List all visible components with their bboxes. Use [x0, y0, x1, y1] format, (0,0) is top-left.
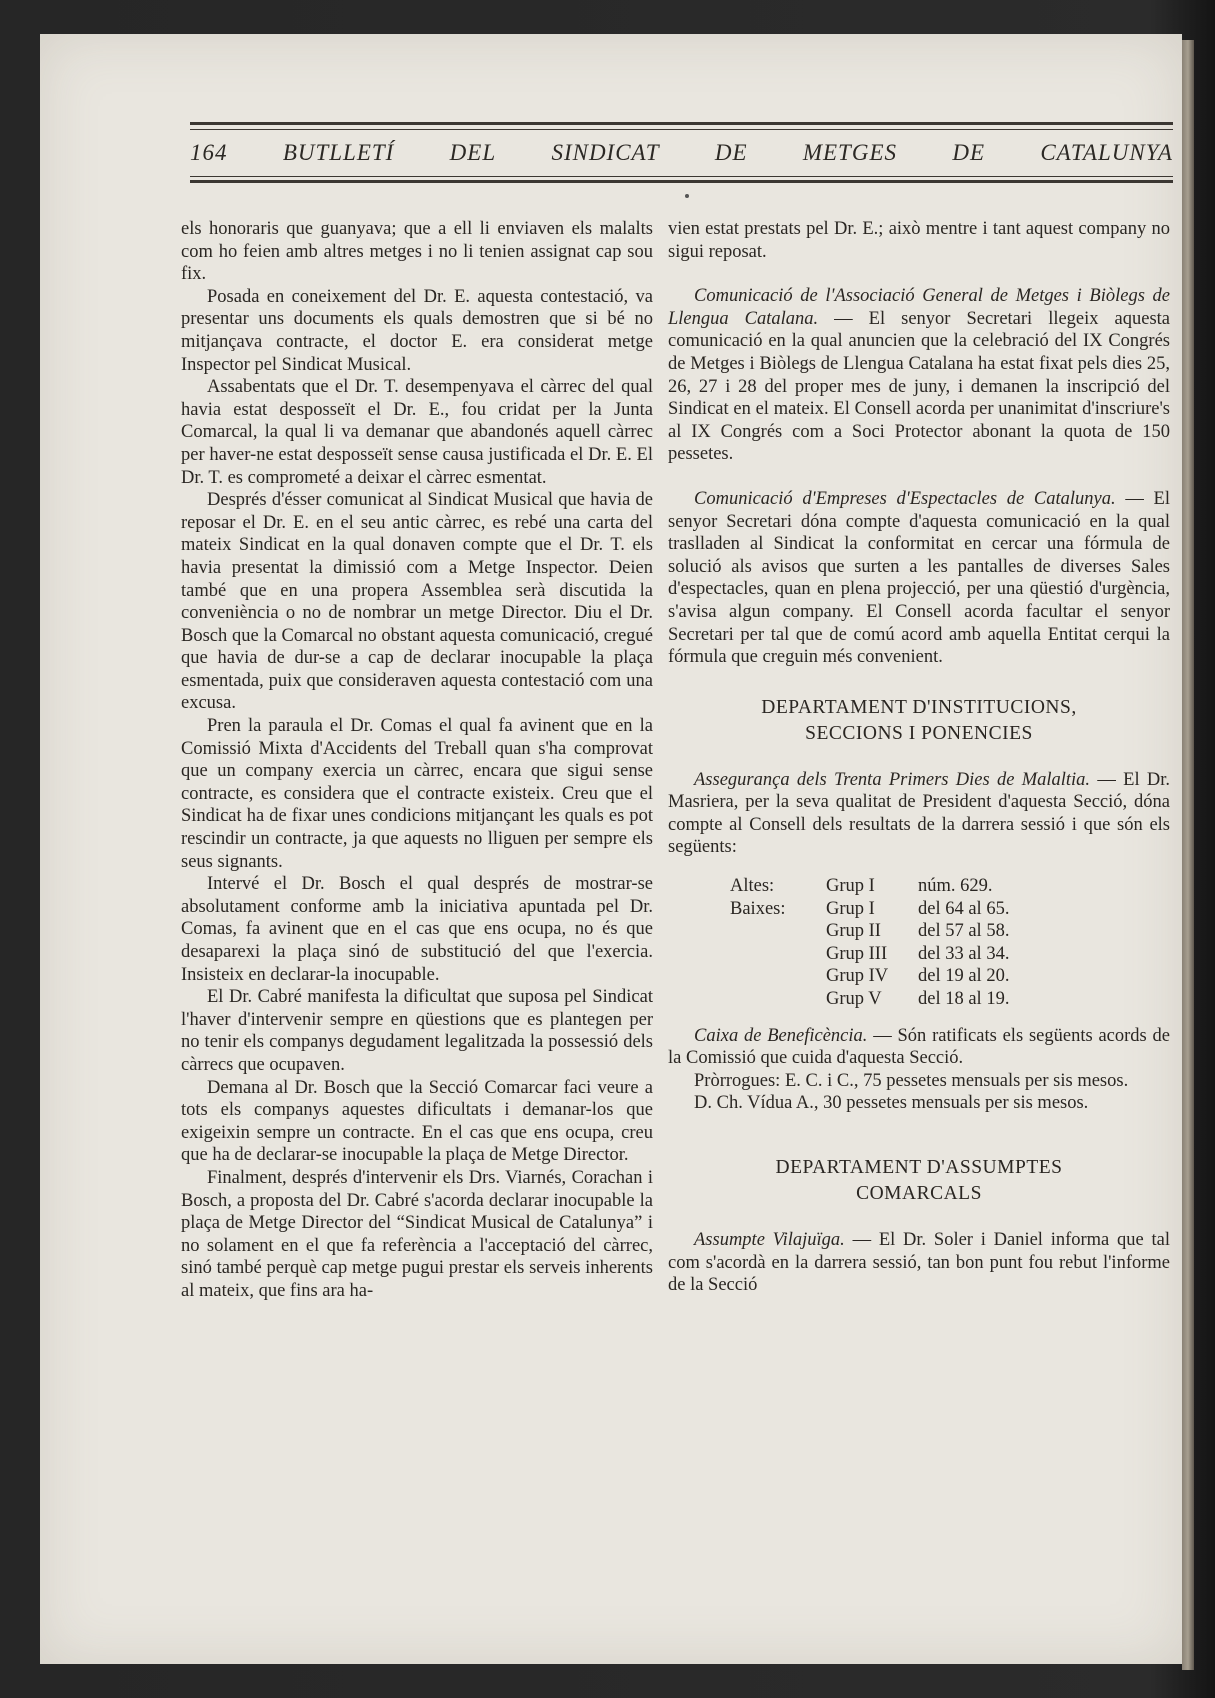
row-label: Altes:: [730, 876, 775, 897]
left-column: [181, 218, 653, 1303]
row-label: Baixes:: [730, 898, 786, 919]
paragraph: Assabentats que el Dr. T. desempenyava el càrrec del qual havia estat desposseït el Dr. E., fou cridat per la Junta Comarcal, la qual li va demanar que abandonés aquell càrrec per haver-ne estat desposseït sense causa justificada el Dr. E. El Dr. T. es comprometé a deixar el càrrec esmentat.: [181, 377, 653, 488]
header-word: DE: [952, 140, 985, 165]
paragraph: El Dr. Cabré manifesta la dificultat que suposa pel Sindicat l'haver d'intervenir sempre en qüestions que es plantegen per no tenir els companys degudament legalitzada la possessió dels càrrecs que ocupaven.: [181, 987, 653, 1075]
row-value: del 19 al 20.: [918, 966, 1010, 987]
row-group: Grup I: [826, 898, 875, 919]
header-rule-top-thin: [190, 129, 1173, 130]
heading-line: SECCIONS I PONENCIES: [805, 722, 1033, 744]
paragraph: D. Ch. Vídua A., 30 pessetes mensuals per sis mesos.: [694, 1093, 1089, 1114]
table-row: [730, 943, 1170, 966]
table-row: [730, 875, 1170, 898]
header-word: SINDICAT: [551, 140, 660, 165]
statistics-table: [730, 875, 1170, 1011]
header-word: BUTLLETÍ: [282, 140, 395, 165]
item-title: Assumpte Vilajuïga.: [694, 1230, 845, 1250]
item-title: Comunicació d'Empreses d'Espectacles de Catalunya.: [694, 488, 1116, 509]
header-word: METGES: [802, 140, 898, 165]
item-title: Comunicació de l'Associació General de Metges i Biòlegs de Llengua Catalana.: [668, 286, 1170, 329]
table-row: [730, 988, 1170, 1011]
paragraph: Pren la paraula el Dr. Comas el qual fa avinent que en la Comissió Mixta d'Accidents del Treball quan s'ha comprovat que un company exercia un càrrec, encara que sigui sense contracte, es considera que el contracte existeix. Creu que el Sindicat ha de fixar unes condicions mitjançant les quals es pot rescindir un contracte, ja que aquests no lliguen per sempre els seus signants.: [181, 716, 653, 872]
heading-line: DEPARTAMENT D'INSTITUCIONS,: [761, 696, 1077, 718]
running-header: [190, 140, 1173, 174]
section-item: [668, 285, 1170, 466]
item-title: Caixa de Beneficència.: [694, 1025, 868, 1046]
row-value: del 18 al 19.: [918, 989, 1010, 1010]
department-heading: [668, 1155, 1170, 1207]
table-row: [730, 965, 1170, 988]
document-page: [40, 34, 1182, 1664]
row-group: Grup III: [826, 943, 888, 964]
table-row: [730, 920, 1170, 943]
paragraph: vien estat prestats pel Dr. E.; això mentre i tant aquest company no sigui reposat.: [668, 219, 1170, 262]
heading-line: COMARCALS: [856, 1183, 982, 1204]
header-rule-bottom-thin: [190, 176, 1173, 177]
section-item: [668, 769, 1170, 859]
row-label: [730, 920, 826, 943]
department-heading: [668, 695, 1170, 747]
paragraph: Posada en coneixement del Dr. E. aquesta contestació, va presentar uns documents els quals demostren que si bé no mitjançava contracte, el doctor E. era considerat metge Inspector pel Sindicat Musical.: [181, 286, 653, 375]
header-word: DE: [714, 140, 748, 165]
paragraph: Finalment, després d'intervenir els Drs. Viarnés, Corachan i Bosch, a proposta del Dr. Cabré s'acorda declarar inocupable la plaça de Metge Director del “Sindicat Musical de Catalunya” i no solament en el que fa referència a l'acceptació del càrrec, sinó també perquè cap metge pugui prestar els serveis inherents al mateix, que fins ara ha-: [181, 1167, 653, 1301]
item-title: Assegurança dels Trenta Primers Dies de Malaltia.: [694, 769, 1091, 790]
paragraph: Després d'ésser comunicat al Sindicat Musical que havia de reposar el Dr. E. en el seu antic càrrec, es rebé una carta del mateix Sindicat en la qual donaven compte que el Dr. T. els havia presentat la dimissió com a Metge Inspector. Deien també que en una propera Assemblea serà discutida la conveniència o no de nombrar un metge Director. Diu el Dr. Bosch que la Comarcal no obstant aquesta comunicació, cregué que havia de dur-se a cap de declarar inocupable la plaça esmentada, puix que consideraven aquesta contestació com una excusa.: [181, 490, 653, 714]
row-label: [730, 965, 826, 988]
ink-speck: [685, 194, 689, 198]
row-label: [730, 988, 826, 1011]
table-row: [730, 898, 1170, 921]
row-value: núm. 629.: [918, 876, 993, 897]
item-text: — Són ratificats els següents acords de la Comissió que cuida d'aquesta Secció.: [668, 1025, 1170, 1069]
header-rule-top: [190, 122, 1173, 125]
item-text: — El Dr. Masriera, per la seva qualitat de President d'aquesta Secció, dóna compte al Consell dels resultats de la darrera sessió i que són els següents:: [668, 769, 1170, 858]
item-text: — El Dr. Soler i Daniel informa que tal com s'acordà en la darrera sessió, tan bon punt fou rebut l'informe de la Secció: [668, 1230, 1170, 1296]
header-word: DEL: [449, 140, 497, 165]
row-value: del 33 al 34.: [918, 943, 1010, 964]
header-rule-bottom: [190, 180, 1173, 183]
right-column: [668, 218, 1170, 1297]
row-value: del 57 al 58.: [918, 921, 1010, 942]
paragraph: Demana al Dr. Bosch que la Secció Comarcar faci veure a tots els companys aquestes dificultats i demanar-los que exigeixin sempre un contracte. En el cas que ens ocupa, creu que ha de declarar-se inocupable la plaça de Metge Director.: [181, 1077, 653, 1166]
paragraph: Pròrrogues: E. C. i C., 75 pessetes mensuals per sis mesos.: [694, 1070, 1129, 1091]
page-number: 164: [190, 140, 228, 165]
row-group: Grup I: [826, 876, 875, 897]
row-group: Grup V: [826, 989, 882, 1010]
row-label: [730, 943, 826, 966]
row-value: del 64 al 65.: [918, 898, 1010, 919]
row-group: Grup II: [826, 921, 881, 942]
adjacent-page-edge: [1182, 40, 1194, 1670]
section-item: [668, 1025, 1170, 1070]
section-item: [668, 488, 1170, 669]
paragraph: els honoraris que guanyava; que a ell li enviaven els malalts com ho feien amb altres metges i no li tenien assignat cap sou fix.: [181, 219, 653, 285]
heading-line: DEPARTAMENT D'ASSUMPTES: [775, 1157, 1063, 1178]
section-item: [668, 1229, 1170, 1297]
paragraph: Intervé el Dr. Bosch el qual després de mostrar-se absolutament conforme amb la iniciativa apuntada pel Dr. Comas, fa avinent que en el cas que ens ocupa, no és que desaparexi la plaça sinó de substitució del que l'exercia. Insisteix en declarar-la inocupable.: [181, 874, 653, 985]
header-word: CATALUNYA: [1040, 140, 1173, 165]
item-text: — El senyor Secretari dóna compte d'aquesta comunicació en la qual traslladen al Sindicat la conformitat en cercar una fórmula de solució als avisos que surten a les pantalles de diverses Sales d'espectacles, quan en plena projecció, per una qüestió d'urgència, s'avisa algun company. El Consell acorda facultar el senyor Secretari per tal que de comú acord amb aquella Entitat cerqui la fórmula que creguin més convenient.: [668, 488, 1170, 668]
item-text: — El senyor Secretari llegeix aquesta comunicació en la qual anuncien que la celebració del IX Congrés de Metges i Biòlegs de Llengua Catalana ha estat fixat pels dies 25, 26, 27 i 28 del proper mes de juny, i demanen la inscripció del Sindicat en el mateix. El Consell acorda per unanimitat d'inscriure's al IX Congrés com a Soci Protector abonant la quota de 150 pessetes.: [668, 308, 1171, 465]
row-group: Grup IV: [826, 966, 889, 987]
